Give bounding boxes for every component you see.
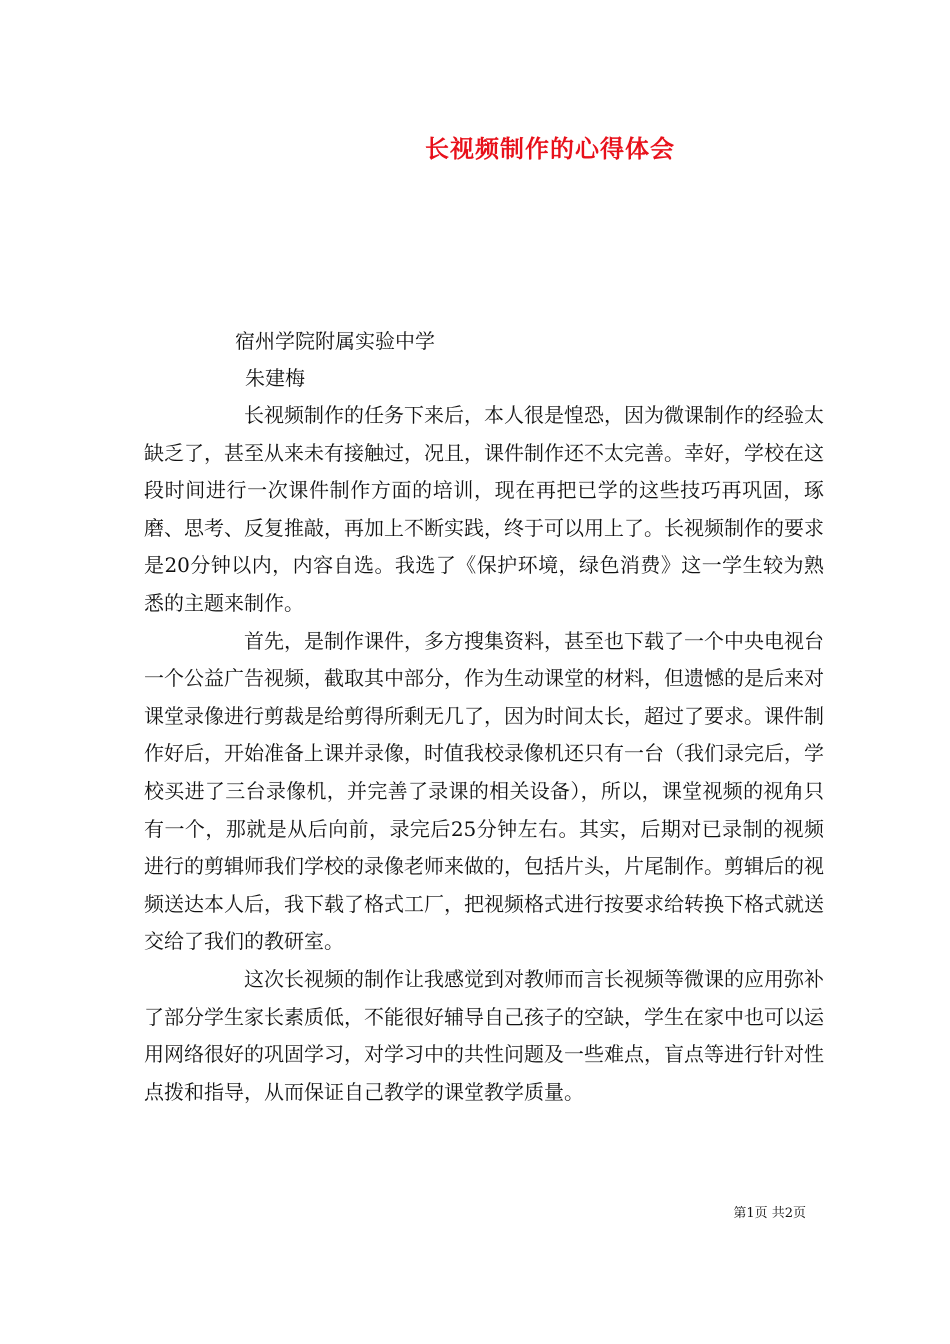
document-body	[144, 397, 824, 1111]
paragraph: 这次长视频的制作让我感觉到对教师而言长视频等微课的应用弥补了部分学生家长素质低，不能很好辅导自己孩子的空缺，学生在家中也可以运用网络很好的巩固学习，对学习中的共性问题及一些难点，盲点等进行针对性点拨和指导，从而保证自己教学的课堂教学质量。	[144, 966, 824, 1104]
school-name: 宿州学院附属实验中学	[235, 329, 435, 353]
paragraph: 长视频制作的任务下来后，本人很是惶恐，因为微课制作的经验太缺乏了，甚至从来未有接触过，况且，课件制作还不太完善。幸好，学校在这段时间进行一次课件制作方面的培训，现在再把已学的这些技巧再巩固，琢磨、思考、反复推敲，再加上不断实践，终于可以用上了。长视频制作的要求是20分钟以内，内容自选。我选了《保护环境，绿色消费》这一学生较为熟悉的主题来制作。	[144, 403, 824, 615]
page-number-footer: 第1页 共2页	[733, 1206, 806, 1221]
document-title: 长视频制作的心得体会	[425, 134, 675, 163]
paragraph: 首先，是制作课件，多方搜集资料，甚至也下载了一个中央电视台一个公益广告视频，截取其中部分，作为生动课堂的材料，但遗憾的是后来对课堂录像进行剪裁是给剪得所剩无几了，因为时间太长，超过了要求。课件制作好后，开始准备上课并录像，时值我校录像机还只有一台（我们录完后，学校买进了三台录像机，并完善了录课的相关设备），所以，课堂视频的视角只有一个，那就是从后向前，录完后25分钟左右。其实，后期对已录制的视频进行的剪辑师我们学校的录像老师来做的，包括片头，片尾制作。剪辑后的视频送达本人后，我下载了格式工厂，把视频格式进行按要求给转换下格式就送交给了我们的教研室。	[144, 628, 824, 954]
author-name: 朱建梅	[245, 366, 305, 390]
